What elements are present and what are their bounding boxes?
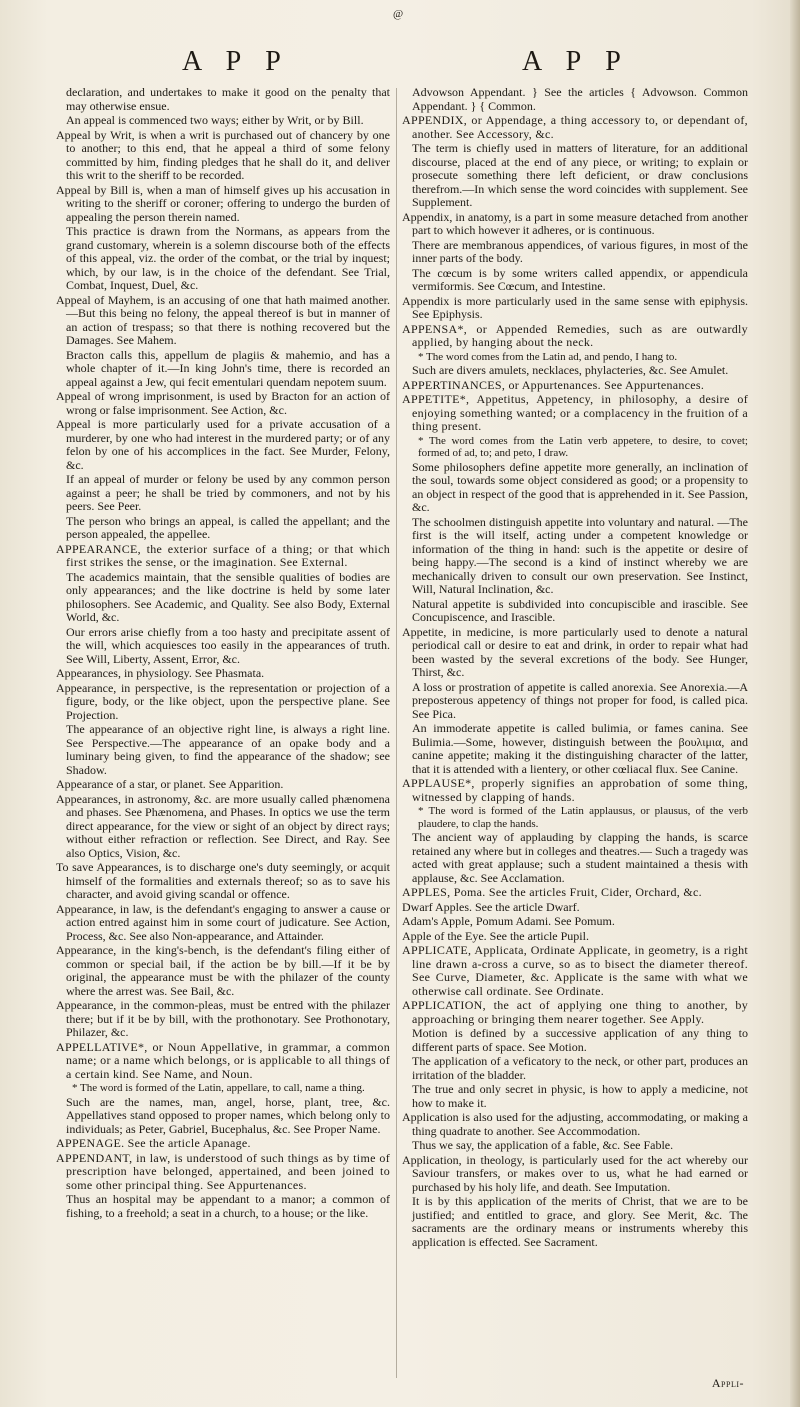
- entry-appeal-ways: An appeal is commenced two ways; either by Writ, or by Bill.: [66, 113, 364, 127]
- note-appetere: * The word comes from the Latin verb appetere, to desire, to covet; formed of ad, to; and peto, I draw.: [418, 434, 748, 459]
- entry-amulets: Such are divers amulets, necklaces, phylacteries, &c. See Amulet.: [412, 363, 729, 377]
- entry-appenage: APPENAGE. See the article Apanage.: [56, 1136, 251, 1150]
- entry-appearance-perspective: Appearance, in perspective, is the representation or projection of a figure, body, or the like object, upon the perspective plane. See Projection.: [56, 680, 390, 722]
- entry-advowson-appendant: Advowson Appendant. } See the articles { Advowson. Common Appendant. } { Common.: [412, 85, 748, 113]
- entry-appetite: APPETITE*, Appetitus, Appetency, in philosophy, a desire of enjoying something wanted; or a complacency in the fruition of a thing present.: [402, 392, 748, 433]
- note-applausus: * The word is formed of the Latin applausus, or plausus, of the verb plaudere, to clap the hands.: [418, 805, 748, 830]
- entry-bulimia: An immoderate appetite is called bulimia, or fames canina. See Bulimia.—Some, however, distinguish between the βουλιμια, and canine appetite; making it the distinguishing character of the latter, that it is attended with a lientery, or other cœliacal flux. See Canine.: [412, 721, 748, 776]
- entry-appearance-law: Appearance, in law, is the defendant's engaging to answer a cause or action entred against him in some court of judicature. See Action, Process, &c. See also Non-appearance, and Attainder.: [56, 901, 390, 943]
- entry-ancient-way: The ancient way of applauding by clapping the hands, is scarce retained any where but in colleges and theatres.— Such a tragedy was acted with great applause; such a student maintained a thesis with applause, &c. See Acclamation.: [412, 830, 748, 885]
- entry-appeal-peer: If an appeal of murder or felony be used by any common person against a peer; he shall be tried by commoners, and not by his peers. See Peer.: [66, 472, 390, 513]
- left-column: [56, 86, 390, 1221]
- entry-appeal-private: Appeal is more particularly used for a private accusation of a murderer, by one who had interest in the murdered party; or of any felon by one of his accomplices in the fact. See Murder, Felony, &c.: [56, 417, 390, 472]
- entry-apple-eye: Apple of the Eye. See the article Pupil.: [402, 928, 589, 943]
- running-head-right: A P P: [522, 46, 630, 77]
- entry-appearance: APPEARANCE, the exterior surface of a thing; or that which first strikes the sense, or the imagination. See External.: [56, 541, 390, 569]
- entry-save-appearances: To save Appearances, is to discharge one's duty seemingly, or acquit himself of the formalities and externals thereof; so as to save his character, and avoid giving scandal or offence.: [56, 860, 390, 901]
- entry-practice: This practice is drawn from the Normans, as appears from the grand customary, wherein is a solemn discourse both of the effects of this appeal, viz. the order of the combat, or the trial by inquest; which, by our law, is in the choice of the defendant. See Trial, Combat, Inquest, Duel, &c.: [66, 224, 390, 292]
- entry-application: APPLICATION, the act of applying one thing to another, by approaching or bringing them nearer together. See Apply.: [402, 998, 748, 1026]
- entry-appendix: APPENDIX, or Appendage, a thing accessory to, or dependant of, another. See Accessory, &c.: [402, 113, 748, 141]
- entry-bracton: Bracton calls this, appellum de plagiis & mahemio, and has a whole chapter of it.—In king John's time, there is recorded an appeal against a Jew, qui fecit ementulari quendam nepotem suum.: [66, 347, 390, 389]
- entry-adams-apple: Adam's Apple, Pomum Adami. See Pomum.: [402, 914, 615, 928]
- entry-appensa: APPENSA*, or Appended Remedies, such as are outwardly applied, by hanging about the neck.: [402, 321, 748, 349]
- entry-coecum: The cœcum is by some writers called appendix, or appendicula vermiformis. See Cœcum, and Intestine.: [412, 265, 748, 293]
- entry-appearances-astronomy: Appearances, in astronomy, &c. are more usually called phænomena and phases. See Phænomena, and Phases. In optics we use the term direct appearance, for the view or sight of an object by direct rays; without either refraction or reflection. See Direct, and Ray. See also Optics, Vision, &c.: [56, 791, 390, 860]
- entry-appendix-anatomy: Appendix, in anatomy, is a part in some measure detached from another part to which however it adheres, or is continuous.: [402, 209, 748, 237]
- entry-appendix-epiphysis: Appendix is more particularly used in the same sense with epiphysis. See Epiphysis.: [402, 293, 748, 321]
- note-appellare: * The word is formed of the Latin, appellare, to call, name a thing.: [72, 1082, 365, 1094]
- entry-natural-appetite: Natural appetite is subdivided into concupiscible and irascible. See Concupiscence, and Irascible.: [412, 596, 748, 624]
- entry-merits: It is by this application of the merits of Christ, that we are to be justified; and entitled to grace, and glory. See Merit, &c. The sacraments are the ordinary means or instruments whereby this application is effected. See Sacrament.: [412, 1194, 748, 1249]
- entry-appearance-kings-bench: Appearance, in the king's-bench, is the defendant's filing either of common or special bail, if the action be by bill.—If it be by original, the appearance must be with the philazer of the county where the arrest was. See Bail, &c.: [56, 943, 390, 998]
- entry-membranous: There are membranous appendices, of various figures, in most of the inner parts of the body.: [412, 237, 748, 265]
- entry-physic: The true and only secret in physic, is how to apply a medicine, not how to make it.: [412, 1082, 748, 1110]
- page-edge: [790, 0, 800, 1407]
- entry-appeal-bill: Appeal by Bill is, when a man of himself gives up his accusation in writing to the sheriff or coroner; offering to undergo the burden of appealing the person therein named.: [56, 182, 390, 224]
- entry-objective-line: The appearance of an objective right line, is always a right line. See Perspective.—The appearance of an opake body and a luminary being given, to find the appearance of the shadow; see Shadow.: [66, 722, 390, 777]
- catchword: Appli-: [711, 1376, 744, 1390]
- entry-motion: Motion is defined by a successive application of any thing to different parts of space. See Motion.: [412, 1026, 748, 1054]
- column-divider: [396, 88, 397, 1378]
- entry-apples: APPLES, Poma. See the articles Fruit, Cider, Orchard, &c.: [402, 885, 702, 899]
- entry-errors: Our errors arise chiefly from a too hasty and precipitate assent of the will, which acquiesces too easily in the appearances of truth. See Will, Liberty, Assent, Error, &c.: [66, 624, 390, 666]
- entry-declaration: declaration, and undertakes to make it good on the penalty that may otherwise ensue.: [66, 85, 390, 113]
- entry-anorexia: A loss or prostration of appetite is called anorexia. See Anorexia.—A preposterous appetency of things not proper for food, is called pica. See Pica.: [412, 679, 748, 721]
- entry-application-adjusting: Application is also used for the adjusting, accommodating, or making a thing quadrate to another. See Accommodation.: [402, 1110, 748, 1138]
- entry-veficatory: The application of a veficatory to the neck, or other part, produces an irritation of the bladder.: [412, 1054, 748, 1082]
- entry-appearance-star: Appearance of a star, or planet. See Apparition.: [56, 777, 284, 791]
- entry-fable: Thus we say, the application of a fable, &c. See Fable.: [412, 1138, 674, 1152]
- entry-appeal-wrong: Appeal of wrong imprisonment, is used by Bracton for an action of wrong or false imprisonment. See Action, &c.: [56, 389, 390, 417]
- entry-appearances-physiology: Appearances, in physiology. See Phasmata.: [56, 666, 265, 680]
- entry-philosophers: Some philosophers define appetite more generally, an inclination of the soul, towards some object considered as good; or a propensity to an object in respect of the good that is apprehended in it. See Passion, &c.: [412, 459, 748, 514]
- entry-appetite-medicine: Appetite, in medicine, is more particularly used to denote a natural periodical call or desire to eat and drink, in order to repair what had been wasted by the several excretions of the body. See Hunger, Thirst, &c.: [402, 624, 748, 679]
- entry-literature: The term is chiefly used in matters of literature, for an additional discourse, placed at the end of any piece, or writing; to explain or prosecute something there left deficient, or draw conclusions therefrom.—In which sense the word coincides with supplement. See Supplement.: [412, 141, 748, 209]
- entry-appendant: APPENDANT, in law, is understood of such things as by time of prescription have belonged, appertained, and been joined to some other principal thing. See Appurtenances.: [56, 1150, 390, 1192]
- running-head-left: A P P: [182, 46, 290, 77]
- folio-mark: @: [393, 8, 404, 20]
- entry-applause: APPLAUSE*, properly signifies an approbation of some thing, witnessed by clapping of hands.: [402, 776, 748, 804]
- entry-such-names: Such are the names, man, angel, horse, plant, tree, &c. Appellatives stand opposed to proper names, which belong only to individuals; as Peter, Gabriel, Bucephalus, &c. See Proper Name.: [66, 1094, 390, 1136]
- entry-appearance-common-pleas: Appearance, in the common-pleas, must be entred with the philazer there; but if it be by bill, with the prothonotary. See Prothonotary, Philazer, &c.: [56, 998, 390, 1039]
- entry-hospital: Thus an hospital may be appendant to a manor; a common of fishing, to a freehold; a seat in a church, to a house; or the like.: [66, 1192, 390, 1220]
- entry-appellative: APPELLATIVE*, or Noun Appellative, in grammar, a common name; or a name which belongs, or is applicable to all things of a certain kind. See Name, and Noun.: [56, 1039, 390, 1081]
- right-column: [402, 86, 748, 1250]
- entry-appertinances: APPERTINANCES, or Appurtenances. See Appurtenances.: [402, 377, 705, 392]
- entry-academics: The academics maintain, that the sensible qualities of bodies are only appearances; and the like doctrine is held by some later philosophers. See Academic, and Quality. See also Body, External World, &c.: [66, 569, 390, 624]
- entry-appellant: The person who brings an appeal, is called the appellant; and the person appealed, the appellee.: [66, 513, 390, 541]
- entry-dwarf-apples: Dwarf Apples. See the article Dwarf.: [402, 899, 580, 914]
- note-appendo: * The word comes from the Latin ad, and pendo, I hang to.: [418, 350, 678, 363]
- entry-appeal-mayhem: Appeal of Mayhem, is an accusing of one that hath maimed another.—But this being no felony, the appeal thereof is but in manner of an action of trespass; so that there is nothing recovered but the Damages. See Mahem.: [56, 292, 390, 347]
- entry-applicate: APPLICATE, Applicata, Ordinate Applicate, in geometry, is a right line drawn a-cross a curve, so as to bisect the diameter thereof. See Curve, Diameter, &c. Applicate is the same with what we otherwise call ordinate. See Ordinate.: [402, 943, 748, 998]
- entry-appeal-writ: Appeal by Writ, is when a writ is purchased out of chancery by one to another; to this end, that he appeal a third of some felony committed by him, finding pledges that he shall do it, and deliver this writ to the sheriff to be recorded.: [56, 127, 390, 182]
- entry-schoolmen: The schoolmen distinguish appetite into voluntary and natural. —The first is the will itself, acting under a competent knowledge or information of the thing in hand: such is the appetite or desire of being happy.—The second is a kind of instinct whereby we are mechanically driven to consult our own preservation. See Instinct, Will, Natural Inclination, &c.: [412, 514, 748, 596]
- entry-application-theology: Application, in theology, is particularly used for the act whereby our Saviour transfers, or makes over to us, what he had earned or purchased by his holy life, and death. See Imputation.: [402, 1152, 748, 1194]
